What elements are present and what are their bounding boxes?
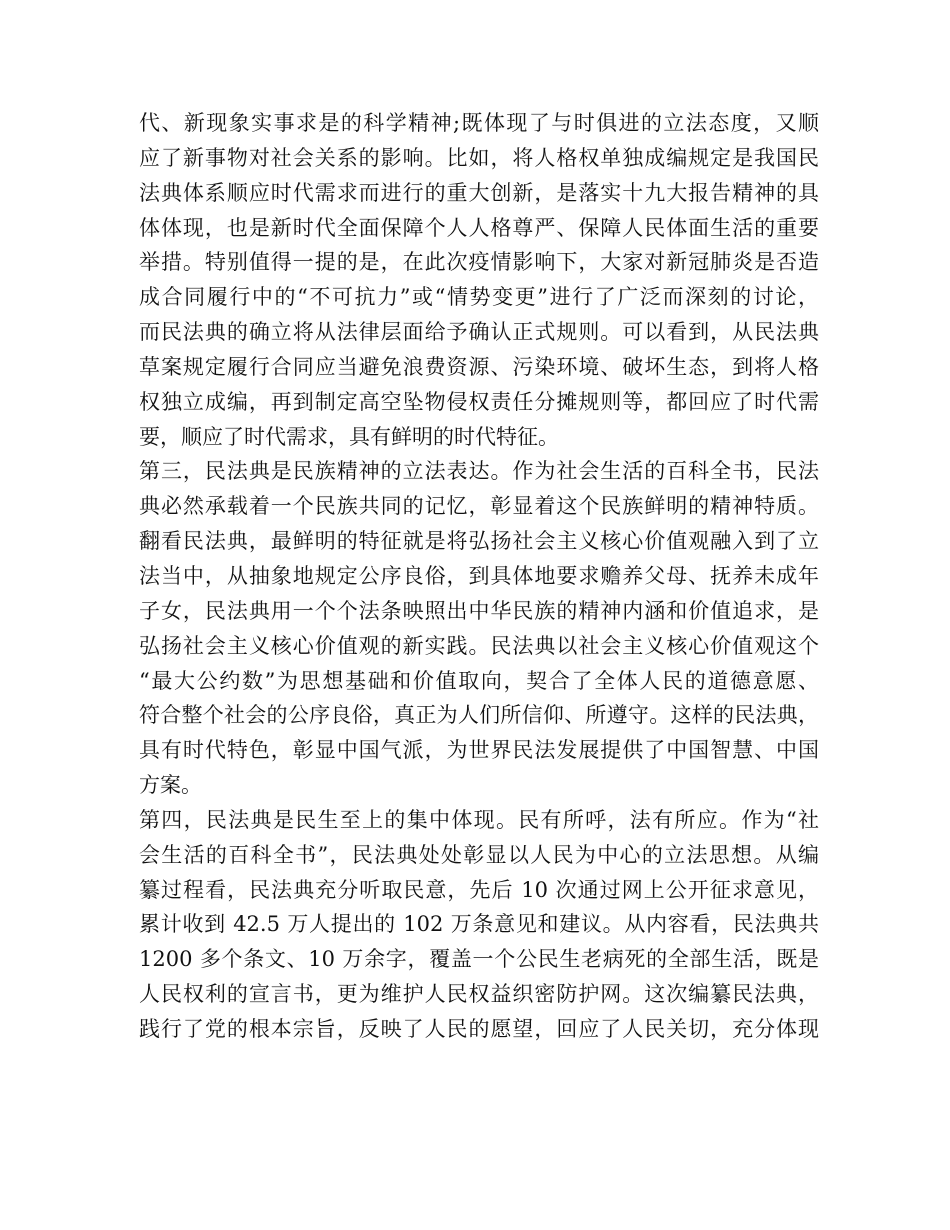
text-line: 第四，民法典是民生至上的集中体现。民有所呼，法有所应。作为“社	[139, 807, 819, 832]
text-line: “最大公约数”为思想基础和价值取向，契合了全体人民的道德意愿、	[139, 668, 819, 693]
text-line: 举措。特别值得一提的是，在此次疫情影响下，大家对新冠肺炎是否造	[139, 250, 819, 275]
text-line: 践行了党的根本宗旨，反映了人民的愿望，回应了人民关切，充分体现	[139, 1016, 819, 1041]
text-line: 第三，民法典是民族精神的立法表达。作为社会生活的百科全书，民法	[139, 459, 819, 484]
text-line: 方案。	[139, 773, 202, 798]
text-line: 人民权利的宣言书，更为维护人民权益织密防护网。这次编纂民法典，	[139, 982, 819, 1007]
text-line: 弘扬社会主义核心价值观的新实践。民法典以社会主义核心价值观这个	[139, 633, 819, 658]
text-line: 权独立成编，再到制定高空坠物侵权责任分摊规则等，都回应了时代需	[139, 389, 819, 414]
text-line: 草案规定履行合同应当避免浪费资源、污染环境、破坏生态，到将人格	[139, 354, 819, 379]
text-line: 要，顺应了时代需求，具有鲜明的时代特征。	[139, 424, 559, 449]
text-line: 代、新现象实事求是的科学精神;既体现了与时俱进的立法态度，又顺	[139, 111, 819, 135]
text-line: 而民法典的确立将从法律层面给予确认正式规则。可以看到，从民法典	[139, 320, 819, 345]
text-line: 典必然承载着一个民族共同的记忆，彰显着这个民族鲜明的精神特质。	[139, 494, 819, 519]
text-line: 法当中，从抽象地规定公序良俗，到具体地要求赡养父母、抚养未成年	[139, 563, 819, 588]
text-line: 累计收到 42.5 万人提出的 102 万条意见和建议。从内容看，民法典共	[139, 912, 819, 937]
text-line: 符合整个社会的公序良俗，真正为人们所信仰、所遵守。这样的民法典，	[139, 703, 819, 728]
text-line: 子女，民法典用一个个法条映照出中华民族的精神内涵和价值追求，是	[139, 598, 819, 623]
text-line: 应了新事物对社会关系的影响。比如，将人格权单独成编规定是我国民	[139, 145, 819, 170]
text-line: 具有时代特色，彰显中国气派，为世界民法发展提供了中国智慧、中国	[139, 738, 819, 763]
text-line: 法典体系顺应时代需求而进行的重大创新，是落实十九大报告精神的具	[139, 180, 819, 205]
text-line: 纂过程看，民法典充分听取民意，先后 10 次通过网上公开征求意见，	[139, 877, 819, 902]
text-line: 成合同履行中的“不可抗力”或“情势变更”进行了广泛而深刻的讨论，	[139, 285, 819, 310]
text-line: 会生活的百科全书”，民法典处处彰显以人民为中心的立法思想。从编	[139, 842, 819, 867]
text-line: 1200 多个条文、10 万余字，覆盖一个公民生老病死的全部生活，既是	[139, 947, 819, 972]
text-line: 体体现，也是新时代全面保障个人人格尊严、保障人民体面生活的重要	[139, 215, 819, 240]
text-line: 翻看民法典，最鲜明的特征就是将弘扬社会主义核心价值观融入到了立	[139, 529, 819, 554]
body-text	[139, 106, 819, 1047]
